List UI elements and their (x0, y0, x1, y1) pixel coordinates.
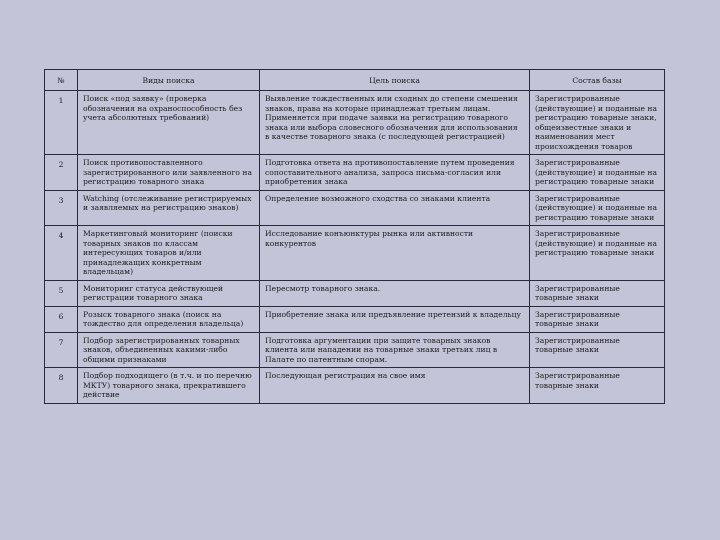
table-row (45, 155, 665, 190)
table-row (45, 368, 665, 403)
row-search-type: Подбор зарегистрированных товарных знаков, объединенных какими-либо общими признаками (78, 332, 260, 367)
row-base-composition: Зарегистрированные товарные знаки (530, 368, 665, 403)
row-base-composition: Зарегистрированные (действующие) и поданные на регистрацию товарные знаки, общеизвестные знаки и наименования мест происхождения товаров (530, 91, 665, 155)
row-number: 8 (45, 368, 78, 403)
row-search-type: Мониторинг статуса действующей регистрации товарного знака (78, 280, 260, 306)
row-number: 7 (45, 332, 78, 367)
row-search-goal: Выявление тождественных или сходных до степени смешения знаков, права на которые принадлежат третьим лицам. Применяется при подаче заявки на регистрацию товарного знака или выбора словесного обозначения для использования в качестве товарного знака (с последующей регистрацией) (260, 91, 530, 155)
row-number: 3 (45, 190, 78, 225)
table-row (45, 332, 665, 367)
row-number: 1 (45, 91, 78, 155)
table-header-row (45, 70, 665, 91)
row-search-type: Маркетинговый мониторинг (поиски товарных знаков по классам интересующих товаров и/или принадлежащих конкретным владельцам) (78, 226, 260, 280)
row-number: 4 (45, 226, 78, 280)
row-search-goal: Исследование конъюнктуры рынка или активности конкурентов (260, 226, 530, 280)
table-row (45, 226, 665, 280)
header-search-goal: Цель поиска (260, 70, 530, 91)
row-base-composition: Зарегистрированные (действующие) и поданные на регистрацию товарные знаки (530, 155, 665, 190)
row-search-type: Розыск товарного знака (поиск на тождество для определения владельца) (78, 306, 260, 332)
row-search-goal: Определение возможного сходства со знаками клиента (260, 190, 530, 225)
row-search-goal: Последующая регистрация на свое имя (260, 368, 530, 403)
row-base-composition: Зарегистрированные (действующие) и поданные на регистрацию товарные знаки (530, 190, 665, 225)
row-search-type: Watching (отслеживание регистрируемых и заявляемых на регистрацию знаков) (78, 190, 260, 225)
row-base-composition: Зарегистрированные (действующие) и поданные на регистрацию товарные знаки (530, 226, 665, 280)
row-search-type: Подбор подходящего (в т.ч. и по перечню МКТУ) товарного знака, прекратившего действие (78, 368, 260, 403)
header-search-type: Виды поиска (78, 70, 260, 91)
search-types-table (44, 69, 665, 404)
row-search-goal: Пересмотр товарного знака. (260, 280, 530, 306)
table-row (45, 91, 665, 155)
row-base-composition: Зарегистрированные товарные знаки (530, 332, 665, 367)
row-search-type: Поиск противопоставленного зарегистрированного или заявленного на регистрацию товарного знака (78, 155, 260, 190)
header-number: № (45, 70, 78, 91)
row-search-goal: Подготовка аргументации при защите товарных знаков клиента или нападении на товарные знаки третьих лиц в Палате по патентным спорам. (260, 332, 530, 367)
row-search-type: Поиск «под заявку» (проверка обозначения на охраноспособность без учета абсолютных требований) (78, 91, 260, 155)
row-search-goal: Приобретение знака или предъявление претензий к владельцу (260, 306, 530, 332)
table-row (45, 306, 665, 332)
table-row (45, 280, 665, 306)
row-number: 6 (45, 306, 78, 332)
table-row (45, 190, 665, 225)
header-base-composition: Состав базы (530, 70, 665, 91)
row-base-composition: Зарегистрированные товарные знаки (530, 280, 665, 306)
row-number: 5 (45, 280, 78, 306)
row-base-composition: Зарегистрированные товарные знаки (530, 306, 665, 332)
row-search-goal: Подготовка ответа на противопоставление путем проведения сопоставительного анализа, запроса письма-согласия или приобретения знака (260, 155, 530, 190)
row-number: 2 (45, 155, 78, 190)
